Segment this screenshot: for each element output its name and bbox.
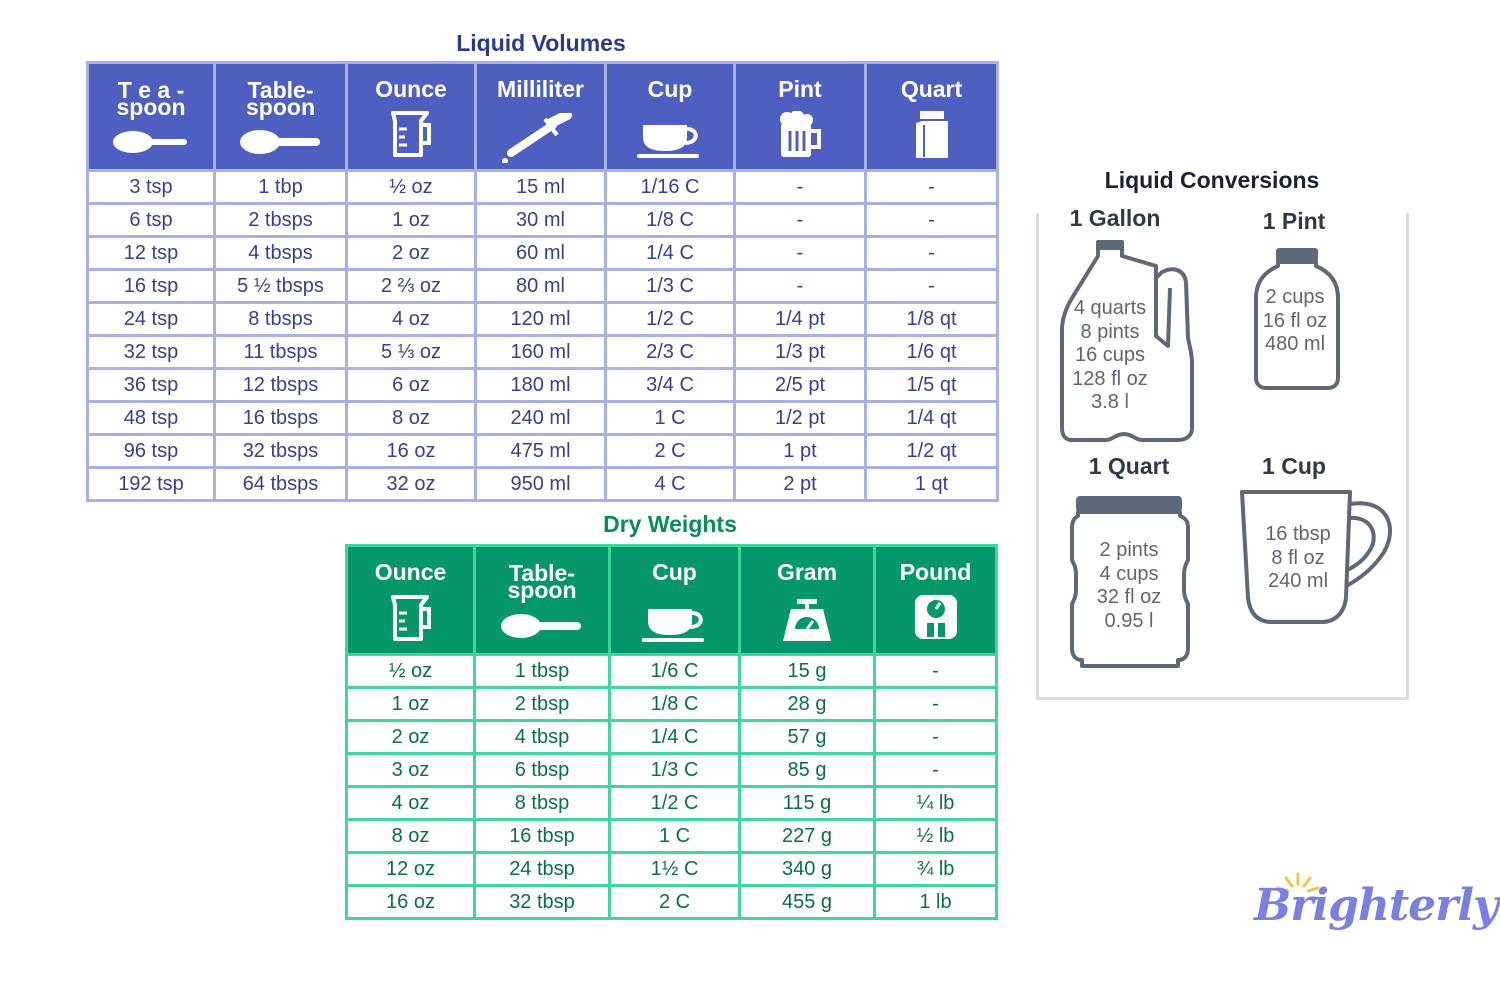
table-cell: 15 g <box>740 655 875 688</box>
weight-scale-icon <box>913 595 959 643</box>
table-cell: 32 oz <box>347 468 476 501</box>
table-cell: 1/3 C <box>606 270 735 303</box>
table-cell: 32 tsp <box>88 336 215 369</box>
table-cell: 80 ml <box>476 270 606 303</box>
table-cell: 1/4 C <box>606 237 735 270</box>
table-cell: 36 tsp <box>88 369 215 402</box>
header-label: Pound <box>899 559 972 585</box>
table-cell: 3/4 C <box>606 369 735 402</box>
dry-weights-title: Dry Weights <box>603 511 737 537</box>
liquid-volumes-body <box>88 171 998 501</box>
table-row <box>347 820 997 853</box>
table-header-row <box>347 546 997 655</box>
table-row <box>347 655 997 688</box>
cup-label: 1 Cup <box>1262 453 1326 479</box>
table-cell: 1/2 C <box>606 303 735 336</box>
table-cell: 48 tsp <box>88 402 215 435</box>
table-row <box>88 303 998 336</box>
header-label: Gram <box>776 559 838 585</box>
table-cell: 4 C <box>606 468 735 501</box>
pint-label: 1 Pint <box>1262 208 1326 234</box>
table-cell: 1/6 qt <box>866 336 998 369</box>
header-label: Table- spoon <box>246 77 315 120</box>
table-cell: - <box>866 270 998 303</box>
carton-icon <box>914 111 950 159</box>
table-cell: 4 oz <box>347 303 476 336</box>
table-cell: ½ oz <box>347 171 476 204</box>
header-cup <box>606 63 735 171</box>
conversion-line: 2 cups <box>1265 286 1325 308</box>
tablespoon-icon <box>499 609 585 643</box>
table-row <box>88 402 998 435</box>
conversion-line: 3.8 l <box>1091 391 1129 413</box>
conversion-line: 128 fl oz <box>1072 367 1148 390</box>
conversion-line: 480 ml <box>1264 333 1326 355</box>
table-cell: 2 C <box>606 435 735 468</box>
table-cell: 1/4 qt <box>866 402 998 435</box>
table-cell: 2 tbsps <box>215 204 347 237</box>
table-cell: 4 oz <box>347 787 475 820</box>
table-cell: 2 ⅔ oz <box>347 270 476 303</box>
table-cell: 2/5 pt <box>735 369 866 402</box>
header-tablespoon <box>215 63 347 171</box>
conversion-line: 16 tbsp <box>1265 523 1331 545</box>
table-cell: 160 ml <box>476 336 606 369</box>
table-cell: 16 tbsp <box>475 820 610 853</box>
table-cell: 16 tsp <box>88 270 215 303</box>
table-cell: 1/5 qt <box>866 369 998 402</box>
table-row <box>88 468 998 501</box>
conversion-line: 0.95 l <box>1104 609 1154 632</box>
table-cell: - <box>735 171 866 204</box>
header-tablespoon <box>475 546 610 655</box>
header-gram <box>740 546 875 655</box>
table-cell: 1/8 C <box>606 204 735 237</box>
table-cell: 8 tbsp <box>475 787 610 820</box>
dropper-icon <box>501 113 581 163</box>
conversion-line: 4 quarts <box>1073 297 1147 319</box>
cup-icon <box>637 123 703 159</box>
kitchen-scale-icon <box>781 599 833 643</box>
table-cell: 1/6 C <box>610 655 740 688</box>
table-cell: 1/2 C <box>610 787 740 820</box>
table-cell: 455 g <box>740 886 875 919</box>
table-cell: 4 tbsp <box>475 721 610 754</box>
table-cell: 6 tbsp <box>475 754 610 787</box>
teaspoon-icon <box>111 125 191 159</box>
cup-contents <box>1252 523 1344 594</box>
table-cell: 12 oz <box>347 853 475 886</box>
table-cell: 1/16 C <box>606 171 735 204</box>
table-cell: 2 oz <box>347 237 476 270</box>
table-cell: 5 ½ tbsps <box>215 270 347 303</box>
table-row <box>88 270 998 303</box>
header-milliliter <box>476 63 606 171</box>
header-label: Pint <box>778 76 822 102</box>
table-cell: 192 tsp <box>88 468 215 501</box>
table-cell: 8 tbsps <box>215 303 347 336</box>
table-row <box>88 237 998 270</box>
table-cell: 1½ C <box>610 853 740 886</box>
conversion-line: 32 fl oz <box>1096 586 1162 608</box>
table-cell: ½ oz <box>347 655 475 688</box>
table-cell: 64 tbsps <box>215 468 347 501</box>
table-row <box>347 787 997 820</box>
table-cell: - <box>866 171 998 204</box>
quart-label: 1 Quart <box>1088 453 1170 479</box>
table-cell: 96 tsp <box>88 435 215 468</box>
table-cell: 24 tbsp <box>475 853 610 886</box>
table-cell: - <box>875 754 997 787</box>
header-label: T e a - spoon <box>116 77 186 120</box>
table-cell: 8 oz <box>347 820 475 853</box>
table-cell: 227 g <box>740 820 875 853</box>
table-cell: 4 tbsps <box>215 237 347 270</box>
liquid-volumes-table <box>86 61 999 502</box>
header-pint <box>735 63 866 171</box>
conversion-line: 4 cups <box>1099 562 1159 585</box>
table-cell: 2 oz <box>347 721 475 754</box>
table-cell: 1/8 C <box>610 688 740 721</box>
table-cell: 12 tsp <box>88 237 215 270</box>
table-cell: 1 oz <box>347 204 476 237</box>
table-cell: 1/3 pt <box>735 336 866 369</box>
table-cell: 1 tbsp <box>475 655 610 688</box>
header-label: Table- spoon <box>507 560 577 603</box>
table-cell: 11 tbsps <box>215 336 347 369</box>
table-header-row <box>88 63 998 171</box>
table-cell: 240 ml <box>476 402 606 435</box>
measuring-jug-icon <box>387 593 435 643</box>
table-row <box>347 721 997 754</box>
table-cell: 6 tsp <box>88 204 215 237</box>
table-cell: 30 ml <box>476 204 606 237</box>
table-cell: - <box>735 270 866 303</box>
table-cell: 16 tbsps <box>215 402 347 435</box>
table-cell: - <box>875 688 997 721</box>
header-label: Cup <box>652 559 697 585</box>
table-cell: 12 tbsps <box>215 369 347 402</box>
table-cell: 115 g <box>740 787 875 820</box>
table-cell: 2 tbsp <box>475 688 610 721</box>
header-cup <box>610 546 740 655</box>
header-pound <box>875 546 997 655</box>
dry-weights-table <box>345 544 998 920</box>
conversion-line: 8 fl oz <box>1271 546 1325 569</box>
table-cell: 1 C <box>606 402 735 435</box>
table-cell: 1 qt <box>866 468 998 501</box>
table-cell: 3 tsp <box>88 171 215 204</box>
table-cell: - <box>735 237 866 270</box>
conversion-line: 240 ml <box>1267 570 1329 592</box>
beer-mug-icon <box>777 111 823 159</box>
table-row <box>88 369 998 402</box>
table-row <box>88 435 998 468</box>
table-cell: 16 oz <box>347 435 476 468</box>
table-cell: 2 pt <box>735 468 866 501</box>
liquid-volumes-title: Liquid Volumes <box>456 30 626 56</box>
table-cell: 32 tbsps <box>215 435 347 468</box>
table-cell: 1/2 qt <box>866 435 998 468</box>
table-cell: 32 tbsp <box>475 886 610 919</box>
table-cell: 950 ml <box>476 468 606 501</box>
header-label: Ounce <box>374 559 447 585</box>
table-row <box>347 886 997 919</box>
header-label: Ounce <box>375 76 447 102</box>
table-row <box>88 336 998 369</box>
table-cell: ½ lb <box>875 820 997 853</box>
table-cell: 15 ml <box>476 171 606 204</box>
table-cell: 85 g <box>740 754 875 787</box>
table-cell: 8 oz <box>347 402 476 435</box>
table-cell: 16 oz <box>347 886 475 919</box>
table-cell: 6 oz <box>347 369 476 402</box>
table-cell: - <box>866 237 998 270</box>
table-cell: - <box>735 204 866 237</box>
table-cell: 2 C <box>610 886 740 919</box>
table-row <box>88 171 998 204</box>
table-cell: 60 ml <box>476 237 606 270</box>
table-cell: 2/3 C <box>606 336 735 369</box>
table-cell: 1/2 pt <box>735 402 866 435</box>
header-label: Milliliter <box>497 76 584 102</box>
table-cell: 1 C <box>610 820 740 853</box>
table-row <box>347 688 997 721</box>
header-label: Cup <box>647 76 693 102</box>
header-quart <box>866 63 998 171</box>
table-cell: 1/8 qt <box>866 303 998 336</box>
table-cell: 1/4 C <box>610 721 740 754</box>
tablespoon-icon <box>238 125 324 159</box>
conversion-line: 2 pints <box>1099 539 1159 561</box>
header-label: Quart <box>900 76 963 102</box>
table-row <box>347 853 997 886</box>
header-ounce <box>347 546 475 655</box>
brighterly-logo[interactable]: Brighterly <box>1254 880 1498 931</box>
quart-contents <box>1082 539 1176 633</box>
table-row <box>347 754 997 787</box>
table-cell: 1/4 pt <box>735 303 866 336</box>
table-cell: - <box>875 721 997 754</box>
conversion-line: 16 cups <box>1074 344 1146 366</box>
table-cell: ¾ lb <box>875 853 997 886</box>
gallon-label: 1 Gallon <box>1069 205 1161 231</box>
table-cell: 1 lb <box>875 886 997 919</box>
table-cell: 340 g <box>740 853 875 886</box>
table-cell: 57 g <box>740 721 875 754</box>
table-cell: 3 oz <box>347 754 475 787</box>
cup-icon <box>642 607 708 643</box>
dry-weights-body <box>347 655 997 919</box>
table-cell: - <box>875 655 997 688</box>
table-row <box>88 204 998 237</box>
table-cell: 1 oz <box>347 688 475 721</box>
gallon-contents <box>1062 297 1158 415</box>
table-cell: ¼ lb <box>875 787 997 820</box>
table-cell: 475 ml <box>476 435 606 468</box>
table-cell: 180 ml <box>476 369 606 402</box>
liquid-conversions-title: Liquid Conversions <box>1104 167 1320 193</box>
header-teaspoon <box>88 63 215 171</box>
conversion-line: 16 fl oz <box>1262 309 1328 332</box>
table-cell: 120 ml <box>476 303 606 336</box>
pint-contents <box>1248 286 1342 357</box>
table-cell: 24 tsp <box>88 303 215 336</box>
table-cell: - <box>866 204 998 237</box>
table-cell: 1 tbp <box>215 171 347 204</box>
table-cell: 28 g <box>740 688 875 721</box>
header-ounce <box>347 63 476 171</box>
table-cell: 1 pt <box>735 435 866 468</box>
table-cell: 5 ⅓ oz <box>347 336 476 369</box>
measuring-jug-icon <box>387 109 435 159</box>
table-cell: 1/3 C <box>610 754 740 787</box>
conversion-line: 8 pints <box>1080 320 1140 343</box>
